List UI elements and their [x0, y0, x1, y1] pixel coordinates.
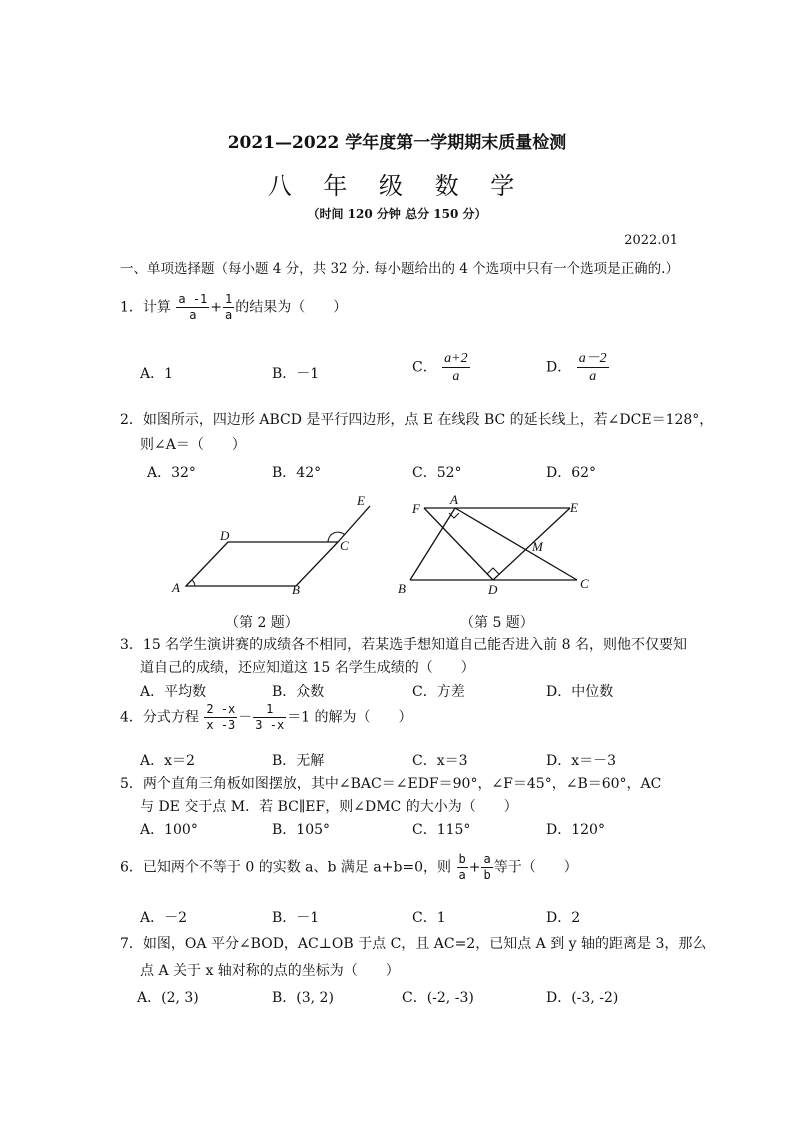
q4-prefix: 4．分式方程 [120, 709, 199, 726]
q1-plus: + [210, 299, 223, 316]
q4-f2-num: 1 [253, 702, 286, 718]
time-info: （时间 120 分钟 总分 150 分） [307, 207, 487, 221]
fig5-label-e: E [570, 500, 578, 515]
line-ba [410, 508, 455, 580]
angle-a-mark [192, 580, 195, 586]
figures-area [160, 488, 610, 608]
q1-prefix: 1．计算 [120, 299, 171, 316]
q7-line-1: 7．如图，OA 平分∠BOD，AC⊥OB 于点 C，且 AC=2，已知点 A 到 y 轴的距离是 3，那么 [120, 936, 707, 952]
fig2-label-a: A [172, 580, 180, 595]
fig2-label-e: E [357, 493, 365, 508]
q4-option-b: B．无解 [272, 753, 325, 769]
exam-title: 2021—2022 学年度第一学期期末质量检测 [227, 133, 567, 153]
q6-fraction-1 [457, 852, 468, 883]
fig2-label-b: B [292, 582, 300, 597]
q4-f2-den: 3 -x [255, 718, 285, 732]
q5-option-d: D．120° [546, 822, 605, 838]
q1-option-b: B．－1 [272, 366, 320, 382]
q3-option-c: C．方差 [412, 684, 465, 700]
q6-prefix: 6．已知两个不等于 0 的实数 a、b 满足 a+b=0，则 [120, 859, 452, 876]
q2-option-b: B．42° [272, 465, 322, 481]
q1-fraction-1 [176, 292, 209, 323]
q5-line-2: 与 DE 交于点 M．若 BC∥EF，则∠DMC 的大小为（ ） [140, 799, 518, 815]
q6-option-b: B．－1 [272, 910, 320, 926]
subject-title: 八 年 级 数 学 [267, 172, 527, 200]
q1-opt-c-num: a+2 [444, 351, 468, 366]
q1-option-d-label: D． [546, 359, 572, 376]
right-angle-d-mark [487, 568, 499, 574]
fig2-label-c: C [340, 538, 349, 553]
q7-option-d: D．(-3, -2) [546, 990, 619, 1006]
q4-f1-den: x -3 [206, 718, 236, 732]
q4-f1-num: 2 -x [206, 702, 236, 716]
q6-f1-den: a [458, 868, 466, 882]
q3-option-a: A．平均数 [140, 684, 207, 700]
q1-opt-d-den: a [589, 369, 597, 384]
q4-option-a: A．x＝2 [140, 753, 195, 769]
q2-option-d: D．62° [546, 465, 597, 481]
question-1 [120, 292, 347, 323]
q1-suffix: 的结果为（ ） [235, 299, 348, 316]
q6-option-a: A．－2 [140, 910, 188, 926]
q6-fraction-2 [481, 852, 492, 883]
fig5-label-c: C [580, 576, 589, 591]
question-4 [120, 702, 413, 733]
q4-option-c: C．x＝3 [412, 753, 468, 769]
figure-5-caption: （第 5 题） [460, 615, 534, 631]
q1-option-a: A．1 [140, 366, 174, 382]
q1-option-c-fraction [442, 350, 469, 385]
q1-f2-num: 1 [225, 292, 233, 306]
q1-option-c-label: C． [412, 359, 437, 376]
q4-suffix: ＝1 的解为（ ） [287, 709, 413, 726]
q2-line-2: 则∠A＝（ ） [140, 437, 246, 453]
q3-line-1: 3．15 名学生演讲赛的成绩各不相同，若某选手想知道自己能否进入前 8 名，则他不仅要知 [120, 637, 687, 653]
q1-option-d [546, 350, 610, 385]
q6-f2-num: a [483, 852, 491, 866]
q7-option-a: A．(2, 3) [137, 990, 199, 1006]
q2-option-c: C．52° [412, 465, 462, 481]
q6-option-c: C．1 [412, 910, 446, 926]
q6-suffix: 等于（ ） [493, 859, 578, 876]
q1-opt-c-den: a [452, 369, 460, 384]
fig5-label-d: D [488, 582, 498, 597]
q2-line-1: 2．如图所示，四边形 ABCD 是平行四边形，点 E 在线段 BC 的延长线上，若∠DCE＝128°， [120, 412, 714, 428]
q1-option-d-fraction [577, 350, 609, 385]
q3-option-d: D．中位数 [546, 684, 614, 700]
q7-option-c: C．(-2, -3) [402, 990, 474, 1006]
figure-2-parallelogram [171, 493, 370, 597]
q1-f1-num: a -1 [178, 292, 208, 306]
exam-date: 2022.01 [624, 233, 678, 248]
q1-option-c [412, 350, 471, 385]
q5-line-1: 5．两个直角三角板如图摆放，其中∠BAC＝∠EDF＝90°，∠F＝45°，∠B＝60°，AC [120, 776, 662, 792]
section-heading: 一、单项选择题（每小题 4 分，共 32 分. 每小题给出的 4 个选项中只有一个选项是正确的.） [120, 261, 679, 277]
question-6 [120, 852, 578, 883]
q1-f2-den: a [225, 308, 233, 322]
fig5-label-f: F [412, 501, 420, 516]
q7-option-b: B．(3, 2) [272, 990, 334, 1006]
q3-option-b: B．众数 [272, 684, 325, 700]
extension-line-ce [338, 506, 370, 542]
q2-option-a: A．32° [147, 465, 196, 481]
q6-f2-den: b [483, 868, 491, 882]
q6-f1-num: b [458, 852, 466, 866]
line-fd [424, 508, 493, 580]
q6-option-d: D．2 [546, 910, 581, 926]
fig5-label-m: M [532, 539, 543, 554]
fig5-label-a: A [450, 492, 458, 507]
q4-minus: － [238, 709, 253, 726]
q4-fraction-1 [204, 702, 237, 733]
q6-plus: + [468, 859, 481, 876]
q1-opt-d-num: a－2 [578, 351, 607, 366]
figure-5-triangles [398, 492, 589, 597]
q4-fraction-2 [253, 702, 286, 733]
figure-2-caption: （第 2 题） [225, 615, 299, 631]
q1-fraction-2 [223, 292, 234, 323]
q5-option-b: B．105° [272, 822, 331, 838]
q1-f1-den: a [189, 308, 197, 322]
q5-option-a: A．100° [140, 822, 198, 838]
fig2-label-d: D [220, 528, 230, 543]
q4-option-d: D．x＝－3 [546, 753, 617, 769]
q7-line-2: 点 A 关于 x 轴对称的点的坐标为（ ） [140, 963, 400, 979]
q5-option-c: C．115° [412, 822, 471, 838]
q3-line-2: 道自己的成绩，还应知道这 15 名学生成绩的（ ） [140, 660, 475, 676]
fig5-label-b: B [398, 581, 406, 596]
parallelogram-abcd [186, 542, 338, 586]
